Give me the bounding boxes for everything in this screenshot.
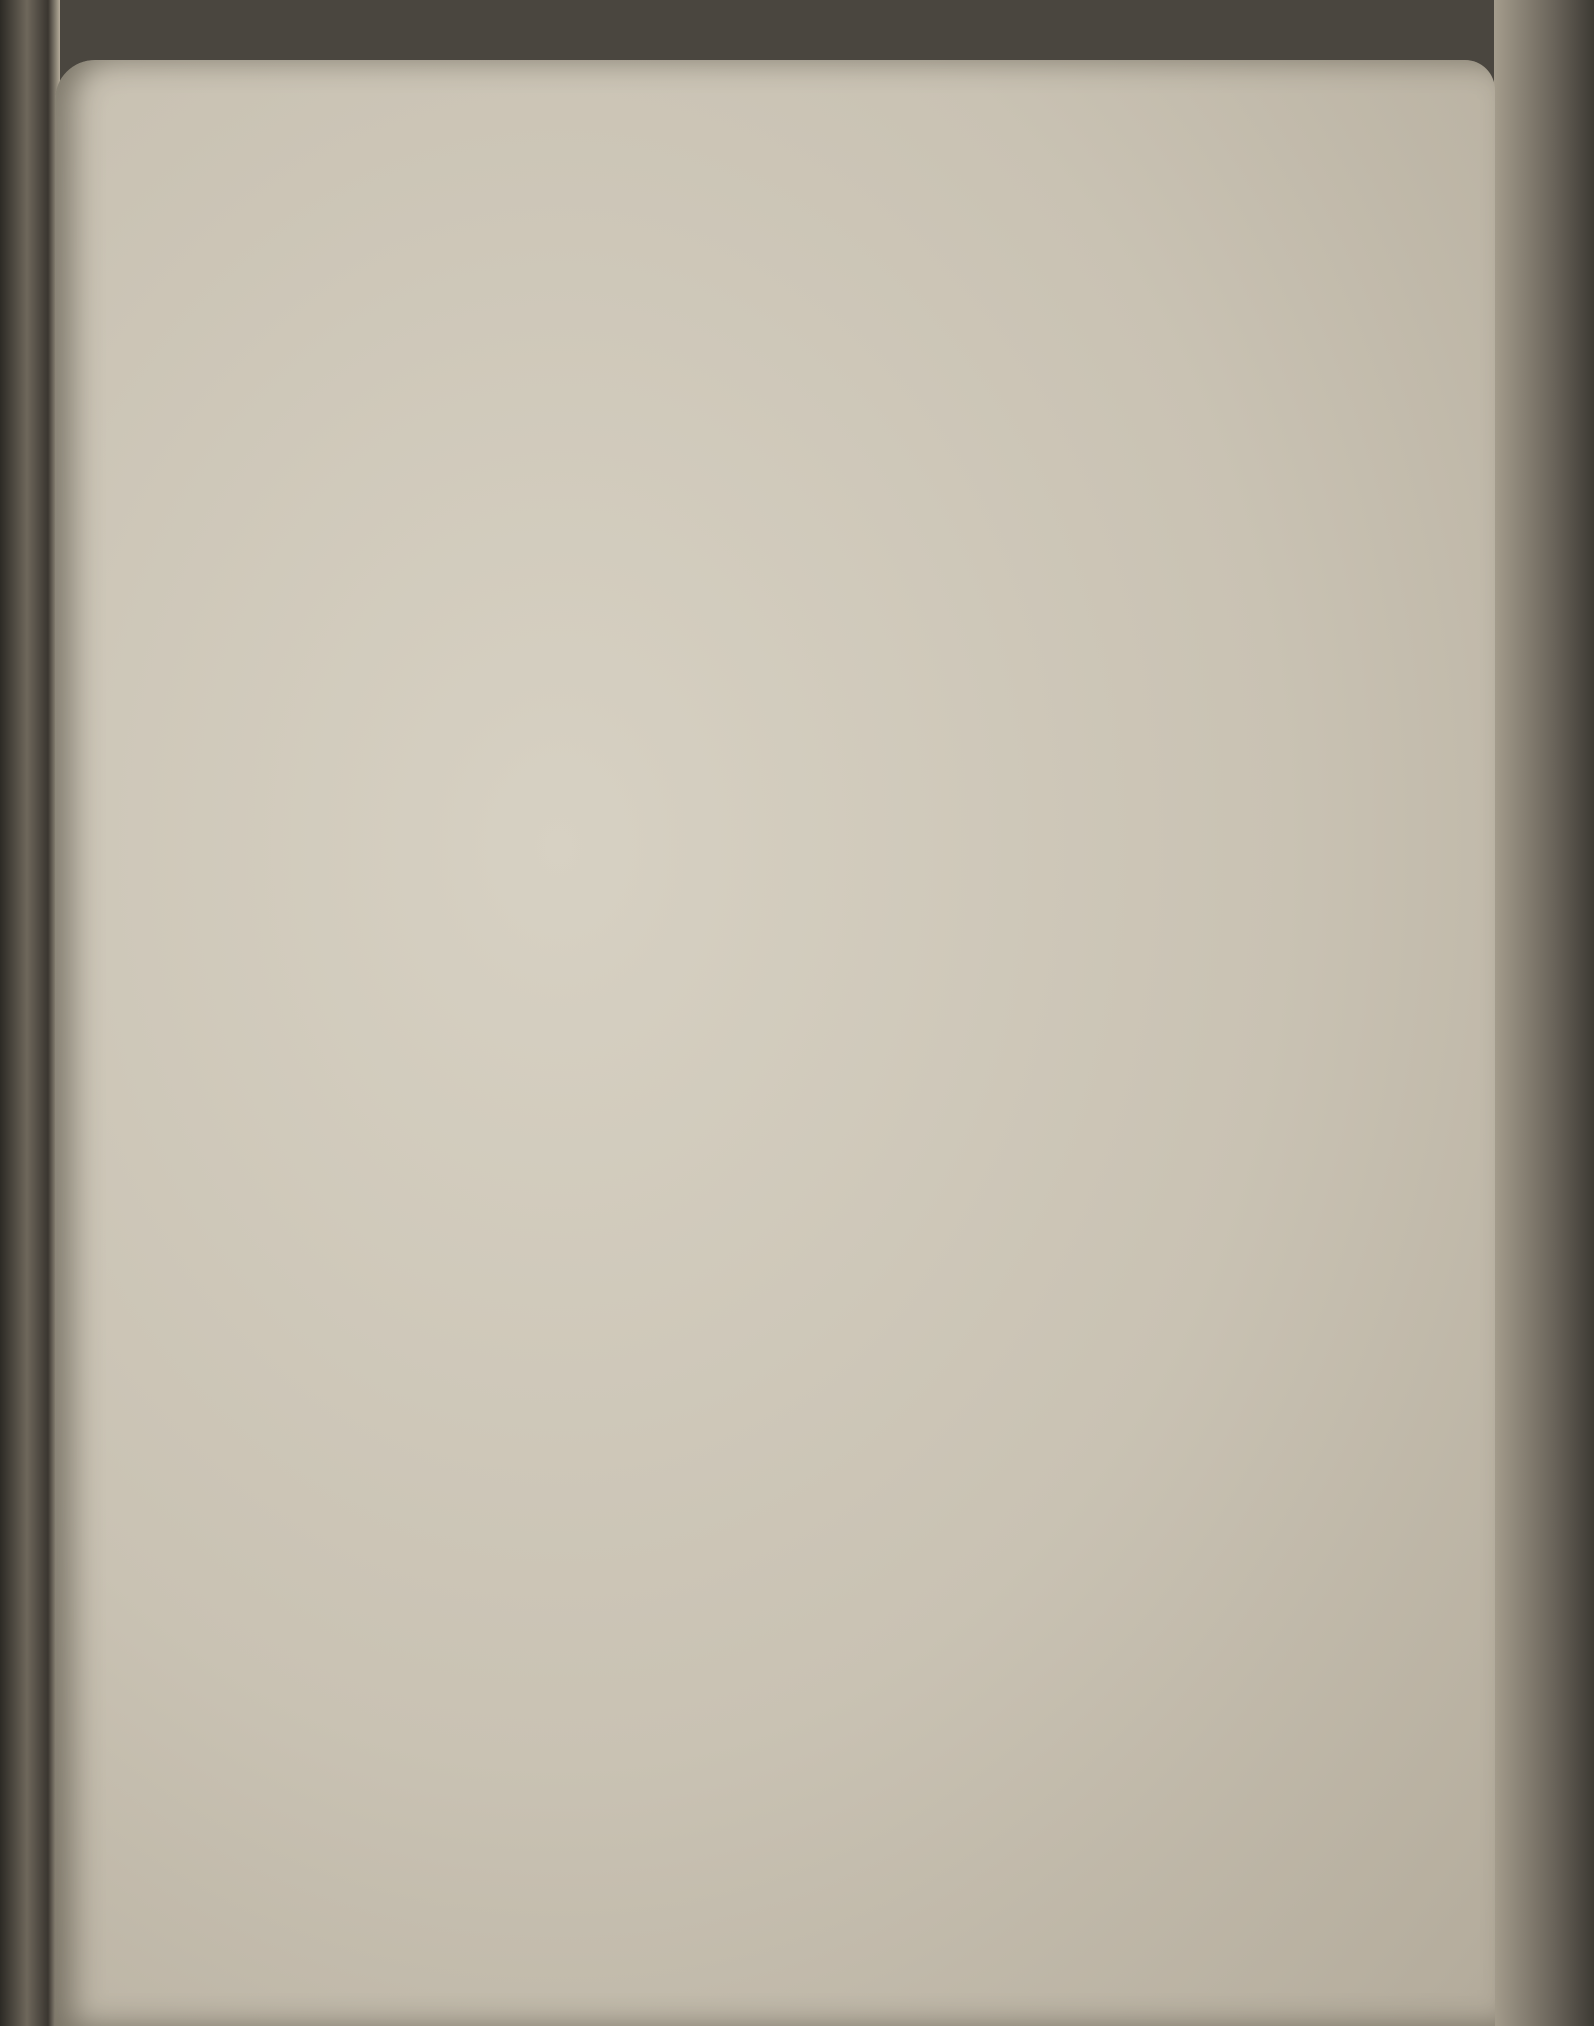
verse-line-met-dit [112, 1614, 144, 1647]
verse-line-den-ezel [110, 1824, 132, 1857]
